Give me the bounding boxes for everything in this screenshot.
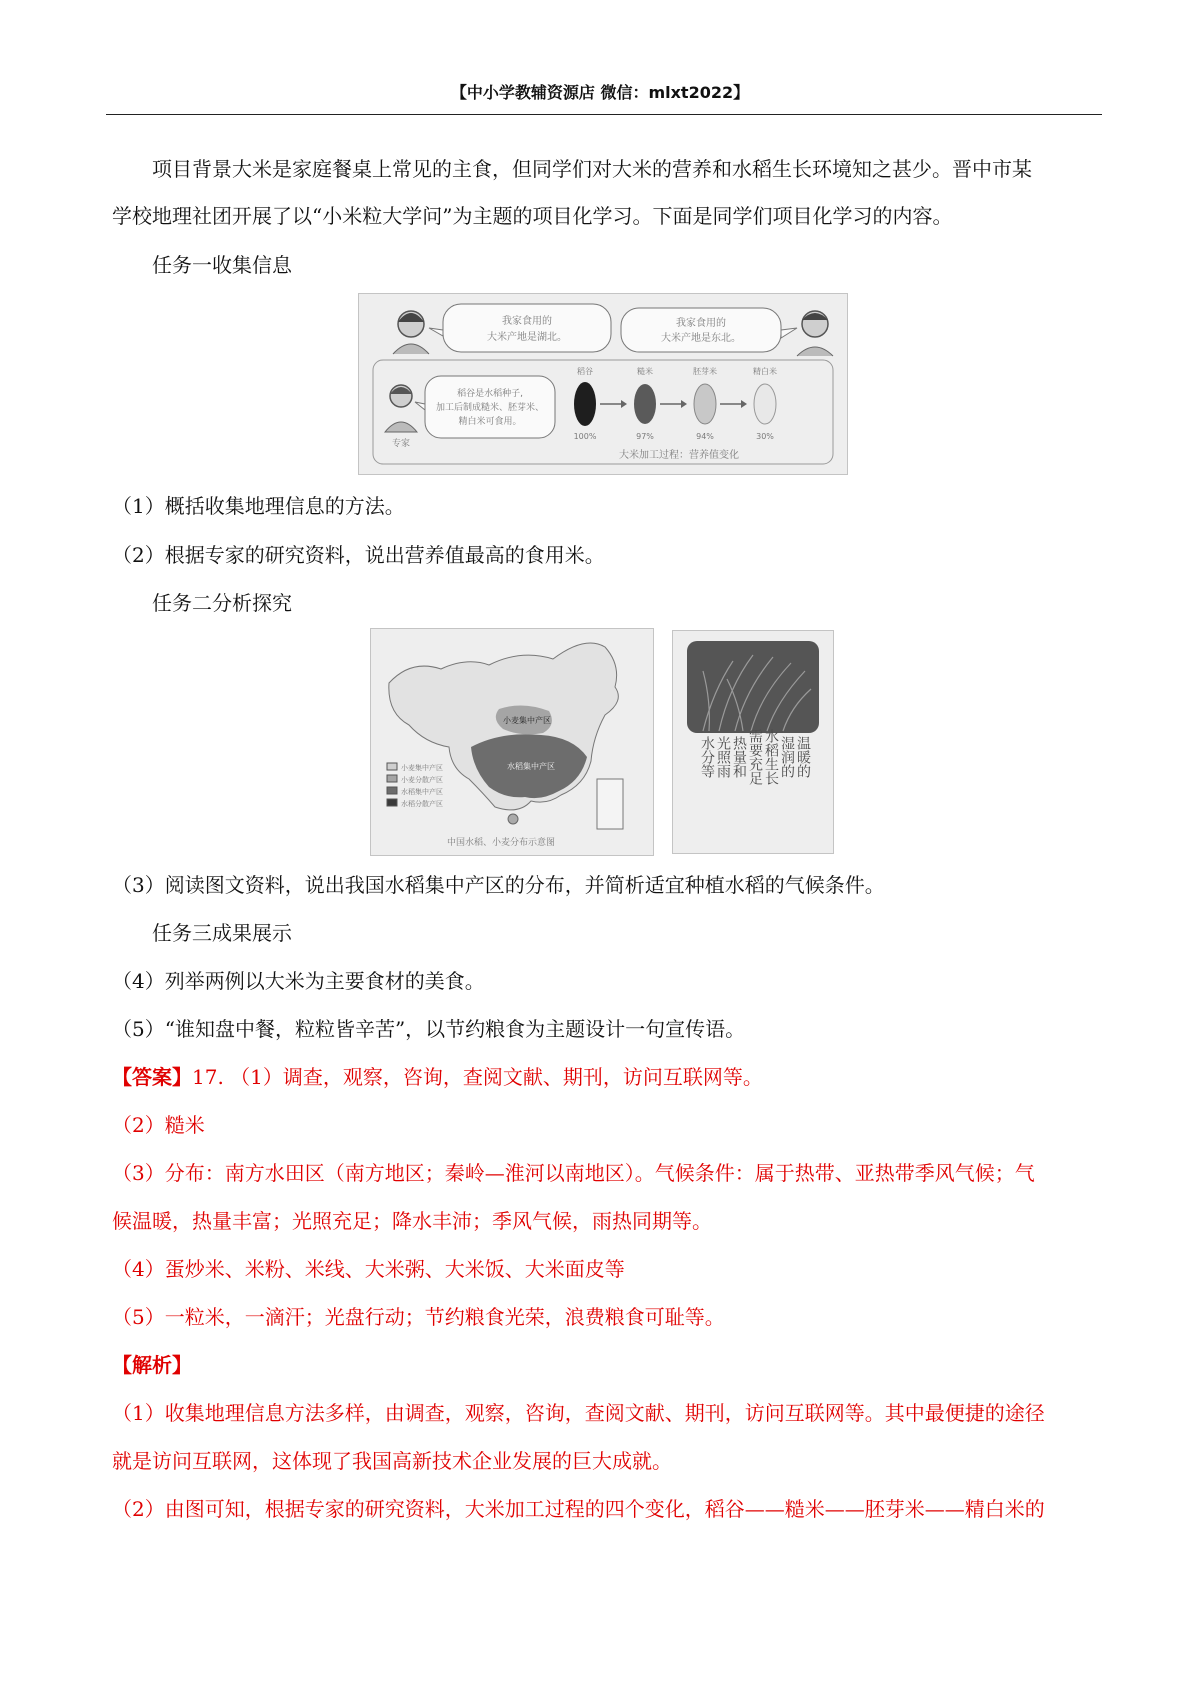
map-label-rice: 水稻集中产区 bbox=[507, 762, 555, 771]
stage-value-2: 97% bbox=[636, 432, 654, 441]
page-header: 【中小学教辅资源店 微信：mlxt2022】 bbox=[450, 83, 750, 102]
student-girl-icon bbox=[393, 311, 429, 354]
analysis-line-1: （1）收集地理信息方法多样，由调查，观察，咨询，查阅文献、期刊，访问互联网等。其中最便捷的途径 bbox=[112, 1401, 1045, 1425]
process-caption: 大米加工过程：营养值变化 bbox=[619, 450, 739, 461]
question-2: （2）根据专家的研究资料，说出营养值最高的食用米。 bbox=[112, 543, 605, 567]
expert-bubble-line-3: 精白米可食用。 bbox=[458, 417, 522, 427]
task2-title: 任务二分析探究 bbox=[152, 591, 292, 615]
header-divider bbox=[106, 114, 1102, 115]
expert-icon bbox=[385, 385, 417, 432]
answer-line-6: （5）一粒米，一滴汗；光盘行动；节约粮食光荣，浪费粮食可耻等。 bbox=[112, 1305, 725, 1329]
bubble-left-line-1: 我家食用的 bbox=[502, 316, 552, 327]
answer-label: 【答案】 bbox=[112, 1065, 192, 1089]
card-col-1: 温暖的 bbox=[795, 736, 811, 778]
card-col-2: 湿润的 bbox=[779, 736, 795, 778]
student-boy-icon bbox=[797, 311, 833, 356]
answer-text-1: 17. （1）调查，观察，咨询，查阅文献、期刊，访问互联网等。 bbox=[192, 1065, 763, 1089]
expert-bubble-line-2: 加工后制成糙米、胚芽米、 bbox=[435, 403, 545, 413]
answer-line-1 bbox=[112, 1065, 763, 1089]
brown-rice-icon bbox=[634, 384, 656, 424]
stage-label-2: 糙米 bbox=[637, 367, 653, 376]
answer-line-5: （4）蛋炒米、米粉、米线、大米粥、大米饭、大米面皮等 bbox=[112, 1257, 625, 1281]
stage-label-1: 稻谷 bbox=[577, 367, 593, 376]
south-china-sea-inset bbox=[597, 779, 623, 829]
question-4: （4）列举两例以大米为主要食材的美食。 bbox=[112, 969, 485, 993]
task3-title: 任务三成果展示 bbox=[152, 921, 292, 945]
card-col-5: 热量和 bbox=[731, 736, 747, 778]
figure-rice-growth-card bbox=[672, 630, 834, 854]
intro-line-1: 项目背景大米是家庭餐桌上常见的主食，但同学们对大米的营养和水稻生长环境知之甚少。晋中市某 bbox=[152, 157, 1032, 181]
legend-label-1: 小麦集中产区 bbox=[401, 764, 443, 772]
answer-line-2: （2）糙米 bbox=[112, 1113, 205, 1137]
bubble-right-line-1: 我家食用的 bbox=[676, 318, 726, 329]
card-col-4: 需要充足 bbox=[747, 729, 763, 785]
figure-rice-info bbox=[358, 293, 848, 475]
card-col-3: 水稻生长 bbox=[763, 729, 779, 785]
stage-value-4: 30% bbox=[756, 432, 774, 441]
rice-process-chain bbox=[574, 366, 777, 441]
analysis-line-3: （2）由图可知，根据专家的研究资料，大米加工过程的四个变化，稻谷——糙米——胚芽米——精白米的 bbox=[112, 1497, 1045, 1521]
paddy-grain-icon bbox=[574, 382, 596, 426]
question-3: （3）阅读图文资料，说出我国水稻集中产区的分布，并简析适宜种植水稻的气候条件。 bbox=[112, 873, 885, 897]
legend-label-2: 小麦分散产区 bbox=[401, 776, 443, 784]
stage-label-3: 胚芽米 bbox=[693, 367, 717, 376]
legend-label-4: 水稻分散产区 bbox=[401, 800, 443, 808]
germ-rice-icon bbox=[694, 384, 716, 424]
map-label-wheat: 小麦集中产区 bbox=[503, 716, 551, 725]
expert-label: 专家 bbox=[391, 439, 411, 449]
question-1: （1）概括收集地理信息的方法。 bbox=[112, 494, 405, 518]
map-legend bbox=[387, 763, 443, 808]
map-caption: 中国水稻、小麦分布示意图 bbox=[446, 838, 556, 848]
intro-line-2: 学校地理社团开展了以“小米粒大学问”为主题的项目化学习。下面是同学们项目化学习的内容。 bbox=[112, 204, 953, 228]
figure-china-rice-map bbox=[370, 628, 654, 856]
analysis-line-2: 就是访问互联网，这体现了我国高新技术企业发展的巨大成就。 bbox=[112, 1449, 672, 1473]
answer-line-3: （3）分布：南方水田区（南方地区；秦岭—淮河以南地区）。气候条件：属于热带、亚热带季风气候；气 bbox=[112, 1161, 1035, 1185]
card-col-7: 水分等 bbox=[699, 736, 715, 778]
stage-value-1: 100% bbox=[573, 432, 597, 441]
bubble-left-line-2: 大米产地是湖北。 bbox=[487, 332, 567, 343]
analysis-label: 【解析】 bbox=[112, 1353, 192, 1377]
white-rice-icon bbox=[754, 384, 776, 424]
expert-bubble-line-1: 稻谷是水稻种子, bbox=[457, 389, 523, 399]
bubble-right-line-2: 大米产地是东北。 bbox=[661, 333, 741, 344]
stage-value-3: 94% bbox=[696, 432, 714, 441]
legend-label-3: 水稻集中产区 bbox=[401, 788, 443, 796]
stage-label-4: 精白米 bbox=[753, 367, 777, 376]
answer-line-4: 候温暖，热量丰富；光照充足；降水丰沛；季风气候，雨热同期等。 bbox=[112, 1209, 712, 1233]
task1-title: 任务一收集信息 bbox=[152, 253, 292, 277]
hainan-island bbox=[508, 814, 518, 824]
card-col-6: 光照雨 bbox=[715, 736, 731, 778]
question-5: （5）“谁知盘中餐，粒粒皆辛苦”，以节约粮食为主题设计一句宣传语。 bbox=[112, 1017, 746, 1041]
